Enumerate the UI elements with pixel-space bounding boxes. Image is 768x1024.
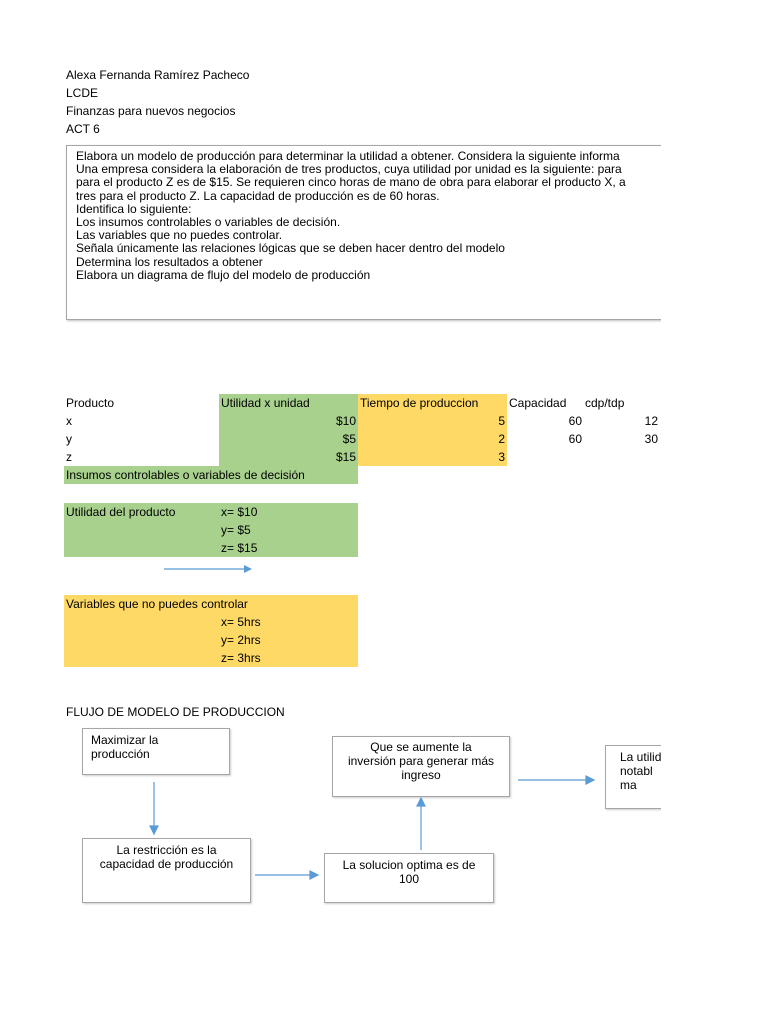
flow-box-text: Que se aumente la inversión para generar más ingreso: [347, 740, 495, 782]
arrow-head-icon: [417, 798, 425, 806]
instruction-line: Determina los resultados a obtener: [76, 254, 263, 269]
cell-utilidad: $5: [342, 432, 356, 446]
cell-tiempo: 2: [498, 432, 505, 446]
controllable-value: z= $15: [221, 541, 258, 555]
instruction-line: Elabora un diagrama de flujo del modelo de producción: [76, 267, 371, 282]
arrow-head-icon: [586, 776, 594, 784]
cell-tiempo: 5: [498, 414, 505, 428]
instruction-line: tres para el producto Z. La capacidad de producción es de 60 horas.: [76, 188, 440, 203]
flow-box-text: Maximizar la producción: [91, 733, 159, 761]
uncontrollable-value: y= 2hrs: [221, 633, 261, 647]
instruction-line: Una empresa considera la elaboración de tres productos, cuya utilidad por unidad es la siguiente: para: [76, 162, 622, 177]
flow-box-text: La restricción es la capacidad de producción: [99, 843, 234, 871]
header-producto: Producto: [66, 396, 115, 410]
cell-cdp: 12: [644, 414, 658, 428]
controllable-value: x= $10: [221, 505, 258, 519]
instruction-line: para el producto Z es de $15. Se requieren cinco horas de mano de obra para elaborar el producto X, a: [76, 175, 626, 190]
header-utilidad: Utilidad x unidad: [221, 396, 310, 410]
uncontrollable-title: Variables que no puedes controlar: [66, 597, 248, 611]
instruction-line: Señala únicamente las relaciones lógicas que se deben hacer dentro del modelo: [76, 241, 505, 256]
cell-utilidad: $15: [335, 450, 356, 464]
cell-producto: x: [66, 414, 72, 428]
flow-title: FLUJO DE MODELO DE PRODUCCION: [66, 705, 285, 719]
cell-producto: y: [66, 432, 72, 446]
controllable-value: y= $5: [221, 523, 251, 537]
cell-capacidad: 60: [568, 432, 582, 446]
header-capacidad: Capacidad: [509, 396, 567, 410]
instruction-line: Los insumos controlables o variables de decisión.: [76, 215, 341, 230]
instruction-line: Identifica lo siguiente:: [76, 201, 192, 216]
cell-tiempo: 3: [498, 450, 505, 464]
cell-utilidad: $10: [335, 414, 356, 428]
header-tiempo: Tiempo de produccion: [360, 396, 479, 410]
cell-producto: z: [66, 450, 72, 464]
flow-box-text: La solucion optima es de 100: [342, 858, 476, 886]
arrow-head-icon: [150, 826, 158, 834]
flow-box-text: La utilid notabl ma: [620, 750, 661, 792]
arrow-head-icon: [310, 871, 318, 879]
instruction-line: Elabora un modelo de producción para determinar la utilidad a obtener. Considera la siguiente informa: [76, 149, 620, 163]
header-cdp: cdp/tdp: [585, 396, 625, 410]
uncontrollable-value: x= 5hrs: [221, 615, 261, 629]
instruction-line: Las variables que no puedes controlar.: [76, 228, 283, 243]
uncontrollable-value: z= 3hrs: [221, 651, 261, 665]
controllable-title: Insumos controlables o variables de decisión: [66, 468, 305, 482]
program: LCDE: [66, 86, 99, 100]
cell-cdp: 30: [644, 432, 658, 446]
controllable-label: Utilidad del producto: [66, 505, 176, 519]
course-name: Finanzas para nuevos negocios: [66, 104, 236, 118]
author-name: Alexa Fernanda Ramírez Pacheco: [66, 68, 250, 82]
cell-capacidad: 60: [568, 414, 582, 428]
activity-label: ACT 6: [66, 122, 100, 136]
